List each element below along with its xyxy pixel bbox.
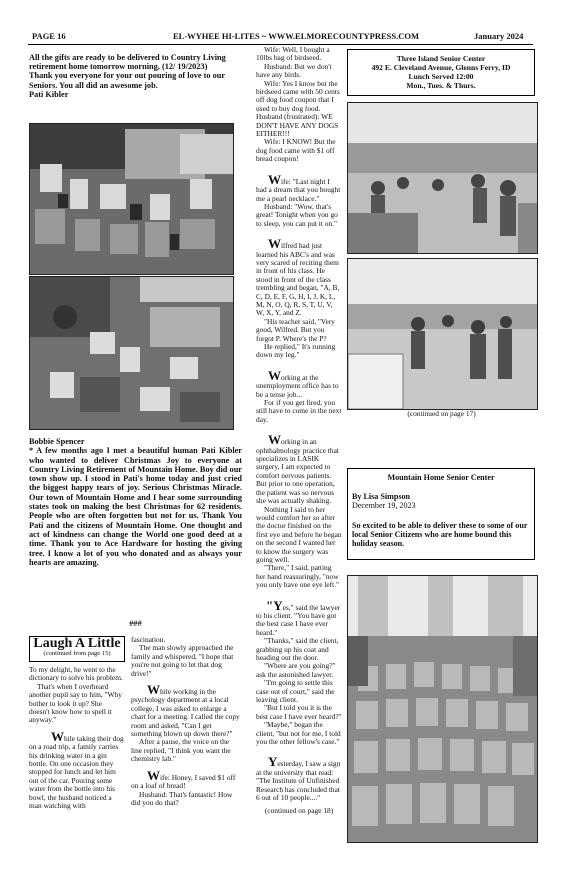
drop-cap: Y [268,754,278,770]
end-mark: ### [129,619,142,628]
mountain-home-photo-image [348,576,537,842]
joke-text: Husband: But we don't have any birds. [256,61,332,80]
joke-text: He replied," It's running down my leg." [256,342,336,360]
thanks-text: Thank you everyone for your out pouring of love to our Seniors. You all did an awesome job. [29,71,225,90]
three-island-photo-1-image [348,103,537,253]
three-island-photo-2 [347,258,538,410]
drop-cap: W [147,682,160,698]
center-name: Three Island Senior Center [396,54,486,63]
joke-text: "But I told you it is the best case I have ever heard?" [256,703,342,721]
center-address: 492 E. Cleveland Avenue, Glenns Ferry, ID [371,63,511,72]
drop-cap: W [147,767,160,783]
joke-text: Wife: Well, I bought a 10lbs bag of birdseed. [256,45,330,63]
joke-text: Husband: That's fantastic! How did you do that? [131,789,233,807]
joke-text: "There," I said, patting her hand reassuringly, "now you only have one eye left." [256,563,340,590]
joke-text: orking in an ophthalmology practice that specializes in LASIK surgery, I am expected to comfort nervous patients. But prior to one operation, the patient was so nervous she was actually shaking. [256,437,339,506]
joke-text: The man slowly approached the family and whispered, "I hope that you're not going to let that dog drive!" [131,643,234,678]
publication-title: EL-WYHEE HI-LITES ~ WWW.ELMORECOUNTYPRESS.COM [173,31,420,41]
joke-text: After a pause, the voice on the line replied, "I think you want the chemistry lab." [131,737,231,764]
joke-text: fascination. [131,635,166,644]
gifts-photo-2 [29,276,234,430]
joke-text: ife: Honey, I saved $1 off on a loaf of bread! [131,772,236,791]
gifts-photo-1 [29,123,234,275]
gifts-photo-1-image [30,124,233,274]
drop-cap: W [268,171,281,187]
center-title: Mountain Home Senior Center [387,473,495,482]
joke-text: esterday, I saw a sign at the university that read: "The Institute of Unfinished Research has concluded that 6 out of 10 people...." [256,759,341,803]
mountain-home-box [347,468,535,560]
three-island-photo-2-image [348,259,537,409]
drop-cap: "Y [266,597,283,613]
drop-cap: W [51,728,64,744]
byline: By Lisa Simpson [352,492,411,502]
joke-text: "Where are you going?" ask the astonished lawyer. [256,661,336,679]
gifts-photo-2-image [30,277,233,429]
joke-text: "I'm going to settle this case out of court," said the leaving client. [256,678,335,705]
drop-cap: W [268,432,281,448]
laugh-title-box [29,636,125,662]
joke-text: ife: "Last night I had a dream that you bought me a pearl necklace." [256,176,341,203]
laugh-subtitle: (continued from page 15) [43,650,111,657]
three-island-photo-1 [347,102,538,254]
page-header [28,29,533,45]
joke-text: "Maybe," began the client, "but not for me, I told you the other fellow's case." [256,720,341,747]
joke-text: ilfred had just learned his ABC's and was very scared of reciting them in front of his class. He stood in front of the class trembling and began, "A, B, C, D, E, F, G, H, I, J, K, L, M, N, O, Q, R, S, T, U, V, W, X, Y, and Z. [256,241,340,318]
article-date: December 19, 2023 [352,501,416,511]
page-number: PAGE 16 [32,31,66,41]
three-island-box [347,49,535,96]
mountain-home-photo [347,575,538,843]
bobbie-story [29,437,242,567]
lunch-time: Lunch Served 12:00 [408,72,474,81]
joke-text: Husband: "Wow, that's great! Tonight when you go to sleep, you can put it on." [256,201,338,228]
drop-cap: W [268,367,281,383]
issue-date: January 2024 [474,31,524,41]
gift-intro [29,53,242,99]
laugh-col-1 [29,666,124,811]
joke-text: hile taking their dog on a road trip, a family carries his drinking water in a gin bottle. On one occasion they stopped for lunch and let him out of the car. Pouring some water from the bottle into his bowl, the husband noticed a man watching with [29,733,124,811]
joke-text: Husband (frustrated): WE DON'T HAVE ANY DOGS EITHER!!! [256,112,339,139]
lunch-days: Mon., Tues. & Thurs. [406,81,476,90]
joke-text: es," said the lawyer to his client. "You have got the best case I have ever heard." [256,602,341,637]
joke-text: "His teacher said, "Very good, Wilfred. But you forgot P. Where's the P? [256,316,335,343]
intro-text: All the gifts are ready to be delivered to Country Living retirement home tomorrow morning, (12/ 19/2023) [29,53,226,72]
joke-text: "Thanks," said the client, grabbing up his coat and heading out the door. [256,636,339,662]
joke-text: hile working in the psychology department at a local college, I was asked to enlarge a chart for a meeting. I called the copy room and asked, "Can I get something blown up down there?" [131,687,240,739]
joke-text: orking at the unemployment office has to be a tense job... [256,372,339,399]
continued-page-18: (continued on page 18) [264,805,334,815]
laugh-title: Laugh A Little [33,636,121,651]
joke-text: Wife: I KNOW! But the dog food came with $1 off bread coupon! [256,137,336,164]
blurb: So excited to be able to deliver these to some of our local Senior Citizens who are home bound this holiday season. [352,520,528,549]
continued-page-17: (continued on page 17) [407,409,476,418]
author-bobbie: Bobbie Spencer [29,437,85,446]
mid-column [256,46,342,815]
joke-text: Wife: Yes I know but the birdseed came with 50 cents off dog food coupon that I used to buy dog food. [256,78,340,113]
story-text: * A few months ago I met a beautiful human Pati Kibler who wanted to deliver Christmas Joy to everyone at Country Living Retirement of Mountain Home. Boy did our town show up. I stood in Pati's home today and just cried the biggest happy tears of joy. Serious Christmas Miracle. Our town of Mountain Home and I hear some surrounding states took on making the best Christmas for 62 residents. People who are often forgotten but not for us. Thank You Pati and the citizens of Mountain Home. One thought and act of kindness can change the World one good deed at a time. Thank you to Ace Hardware for hosting the giving tree. I know a lot of you who donated and as always your hearts are amazing. [29,446,242,567]
laugh-col-2 [131,636,241,807]
joke-text: Nothing I said to her would comfort her so after the doctor finished on the first eye and before he began on the second I wanted her to know the surgery was going well. [256,504,342,564]
author-pati: Pati Kibler [29,89,69,99]
joke-text: For if you get fired, you still have to come in the next day. [256,398,342,424]
joke-text: That's when I overheard another pupil say to him, "Why bother to look it up? She doesn't know how to spell it anyway." [29,681,122,725]
joke-text: To my delight, he went to the dictionary to solve his problem. [29,665,123,683]
drop-cap: W [268,236,281,252]
